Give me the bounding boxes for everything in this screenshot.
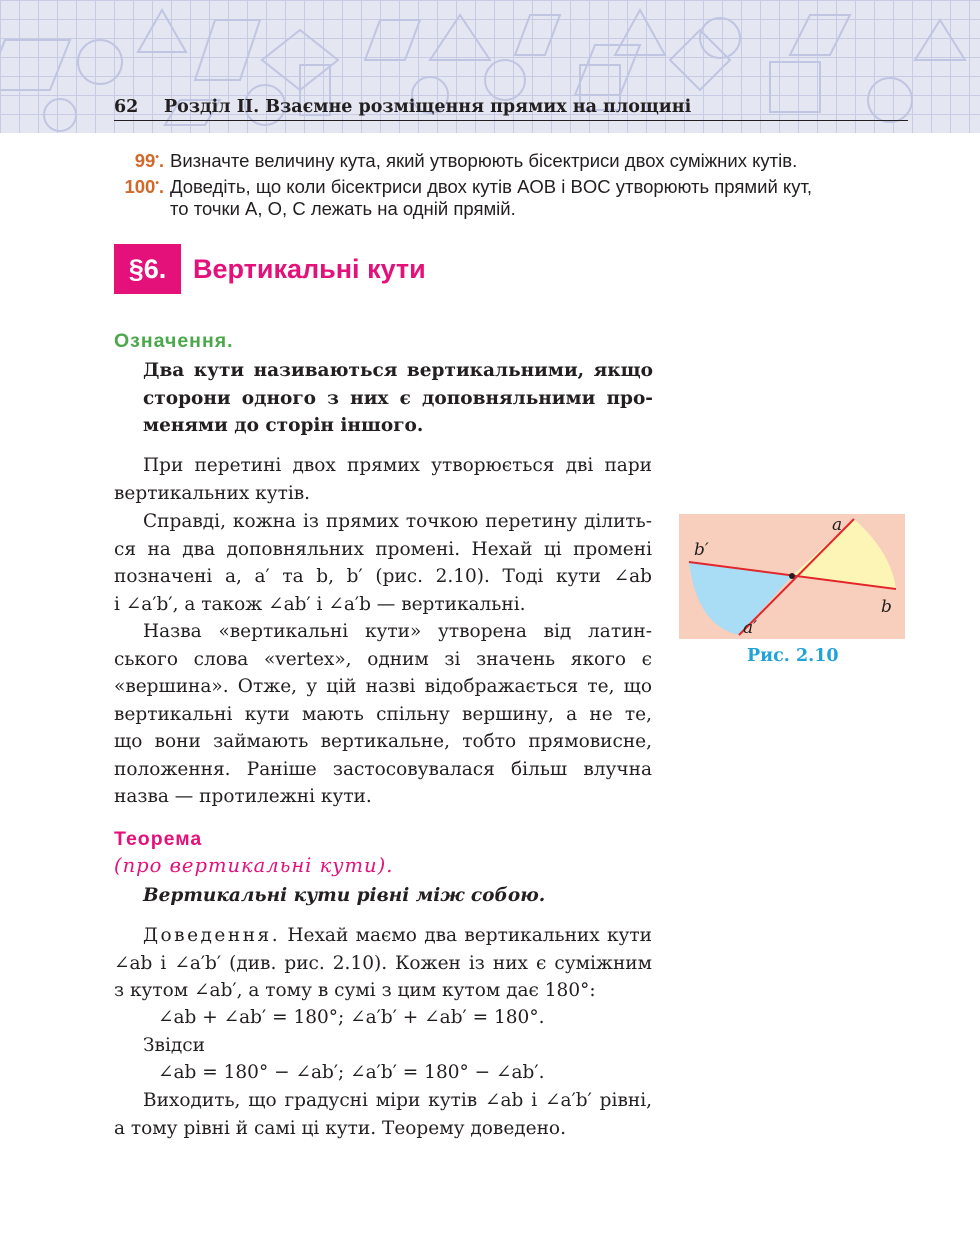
paragraph-line: Назва «вертикальні кути» утворена від латин-	[143, 621, 652, 642]
label-b-prime: b′	[694, 540, 709, 560]
theorem-statement: Вертикальні кути рівні між собою.	[143, 885, 546, 906]
exercise-number: 100•.	[124, 176, 164, 198]
label-a: a	[832, 515, 843, 535]
definition-line: Два кути називаються вертикальними, якщо	[143, 360, 653, 381]
proof-intro-line: Доведення. Нехай маємо два вертикальних кути	[143, 925, 652, 946]
vertical-angles-figure	[679, 514, 905, 639]
running-header	[114, 97, 908, 121]
paragraph-line: назва — протилежні кути.	[114, 786, 372, 807]
exercise-item	[100, 171, 920, 199]
conclusion-paragraph	[114, 1087, 652, 1142]
conclusion-line: Виходить, що градусні міри кутів ∠ab і ∠a′b′ рівні,	[143, 1090, 652, 1111]
exercise-number: 99•.	[134, 150, 164, 172]
paragraph-line: положення. Раніше застосовувалася більш влучна	[114, 758, 652, 780]
intersection-point	[789, 573, 795, 579]
section-title: Вертикальні кути	[193, 254, 426, 284]
definition-text	[143, 357, 653, 440]
paragraph-line: і ∠a′b′, а також ∠ab′ і ∠a′b — вертикальні.	[114, 593, 526, 615]
definition-heading: Означення.	[114, 330, 234, 352]
exercise-text: Визначте величину кута, який утворюють бісектриси двох суміжних кутів.	[170, 150, 798, 172]
label-a-prime: a′	[743, 618, 757, 638]
conclusion-line: а тому рівні й самі ці кути. Теорему доведено.	[114, 1117, 566, 1139]
paragraph	[114, 452, 652, 507]
running-title: Розділ ІІ. Взаємне розміщення прямих на площині	[164, 97, 692, 117]
exercise-text: Доведіть, що коли бісектриси двох кутів AOB і BOC утворюють прямий кут,	[170, 176, 813, 198]
paragraph-line: Справді, кожна із прямих точкою перетину ділить-	[143, 511, 652, 532]
definition-line: сторони одного з них є доповняльними про-	[143, 387, 653, 409]
page-number: 62	[114, 97, 139, 117]
label-b: b	[881, 597, 892, 617]
proof-line: ∠ab і ∠a′b′ (див. рис. 2.10). Кожен із них є суміжним	[114, 952, 652, 974]
paragraph-line: ського слова «vertex», одним зі значень якого є	[114, 648, 652, 670]
paragraph-line: що вони займають вертикальне, тобто прямовисне,	[114, 731, 652, 752]
theorem-subheading: (про вертикальні кути).	[114, 854, 394, 877]
proof-paragraph	[114, 922, 652, 1005]
figure-caption: Рис. 2.10	[747, 646, 839, 666]
paragraph-line: позначені a, a′ та b, b′ (рис. 2.10). Тоді кути ∠ab	[114, 566, 652, 587]
exercise-continuation: то точки A, O, C лежать на одній прямій.	[170, 198, 516, 219]
paragraph-line: «вершина». Отже, у цій назві відображається те, що	[114, 676, 652, 697]
paragraph-line: вертикальні кути мають спільну вершину, а не те,	[114, 703, 652, 725]
paragraph-line: При перетині двох прямих утворюється дві пари	[143, 455, 652, 476]
formula-sum: ∠ab + ∠ab′ = 180°; ∠a′b′ + ∠ab′ = 180°.	[158, 1007, 545, 1028]
paragraph	[114, 508, 652, 618]
section-number-badge: §6.	[114, 244, 181, 294]
hence-word: Звідси	[143, 1035, 205, 1056]
formula-difference: ∠ab = 180° − ∠ab′; ∠a′b′ = 180° − ∠ab′.	[158, 1062, 545, 1083]
proof-word: Доведення.	[143, 925, 281, 946]
exercise-item	[100, 145, 920, 173]
definition-line: менями до сторін іншого.	[143, 415, 424, 436]
paragraph	[114, 618, 652, 811]
paragraph-line: ся на два доповняльних промені. Нехай ці промені	[114, 538, 652, 560]
paragraph-line: вертикальних кутів.	[114, 482, 311, 504]
proof-line: з кутом ∠ab′, а тому в сумі з цим кутом дає 180°:	[114, 980, 596, 1001]
theorem-heading: Теорема	[114, 828, 203, 850]
